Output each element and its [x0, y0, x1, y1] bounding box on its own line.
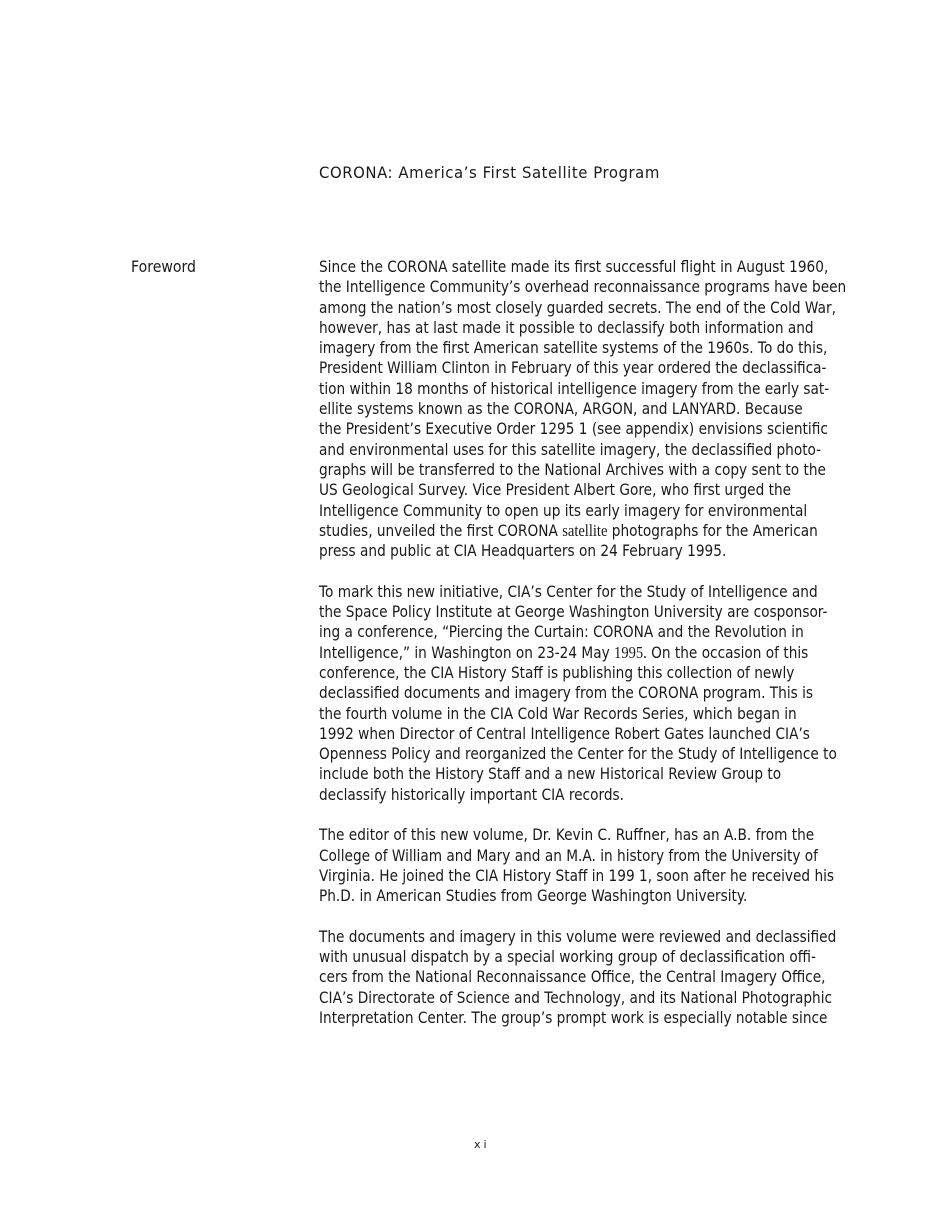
- text-line: CIA’s Directorate of Science and Technology, and its National Photographic: [319, 987, 833, 1007]
- text-line: To mark this new initiative, CIA’s Center for the Study of Intelligence and: [319, 581, 818, 601]
- text-line: [319, 642, 809, 663]
- section-label: Foreword: [131, 257, 196, 276]
- text-segment: photographs for the American: [607, 520, 818, 540]
- text-line: tion within 18 months of historical intelligence imagery from the early sat-: [319, 378, 830, 398]
- text-line: Intelligence Community to open up its early imagery for environmental: [319, 500, 808, 520]
- text-line: cers from the National Reconnaissance Office, the Central Imagery Office,: [319, 967, 826, 987]
- text-line: graphs will be transferred to the National Archives with a copy sent to the: [319, 459, 826, 479]
- text-segment: studies, unveiled the first CORONA: [319, 520, 563, 540]
- text-line: [319, 520, 818, 541]
- text-line: the Intelligence Community’s overhead reconnaissance programs have been: [319, 277, 847, 297]
- text-line: however, has at last made it possible to declassify both information and: [319, 317, 814, 337]
- text-line: Ph.D. in American Studies from George Washington University.: [319, 886, 748, 906]
- text-line: 1992 when Director of Central Intelligence Robert Gates launched CIA’s: [319, 723, 810, 743]
- text-line: the fourth volume in the CIA Cold War Records Series, which began in: [319, 703, 797, 723]
- text-segment: On the occasion of this: [646, 642, 809, 662]
- text-line: imagery from the first American satellite systems of the 1960s. To do this,: [319, 338, 828, 358]
- text-line: with unusual dispatch by a special working group of declassification offi-: [319, 947, 816, 967]
- serif-word: satellite: [562, 520, 608, 540]
- paragraph: [319, 257, 859, 561]
- paragraph: [319, 825, 859, 906]
- text-segment: Intelligence,” in Washington on 23-24 May: [319, 642, 615, 662]
- page-title: CORONA: America’s First Satellite Program: [319, 163, 660, 182]
- paragraph: [319, 582, 859, 805]
- serif-word: 1995.: [614, 642, 647, 662]
- text-line: President William Clinton in February of this year ordered the declassifica-: [319, 358, 827, 378]
- text-line: the Space Policy Institute at George Washington University are cosponsor-: [319, 602, 828, 622]
- text-line: Interpretation Center. The group’s prompt work is especially notable since: [319, 1007, 828, 1027]
- paragraph: [319, 927, 859, 1028]
- text-line: include both the History Staff and a new Historical Review Group to: [319, 764, 782, 784]
- page-number: xi: [474, 1138, 490, 1151]
- body-text: [319, 257, 859, 1049]
- text-line: and environmental uses for this satellite imagery, the declassified photo-: [319, 439, 822, 459]
- text-line: the President’s Executive Order 1295 1 (see appendix) envisions scientific: [319, 419, 828, 439]
- text-line: conference, the CIA History Staff is publishing this collection of newly: [319, 662, 795, 682]
- text-line: ing a conference, “Piercing the Curtain: CORONA and the Revolution in: [319, 622, 804, 642]
- text-line: The editor of this new volume, Dr. Kevin C. Ruffner, has an A.B. from the: [319, 825, 815, 845]
- text-line: among the nation’s most closely guarded secrets. The end of the Cold War,: [319, 297, 836, 317]
- text-line: press and public at CIA Headquarters on 24 February 1995.: [319, 541, 727, 561]
- text-line: Since the CORONA satellite made its first successful flight in August 1960,: [319, 257, 829, 276]
- text-line: declassified documents and imagery from the CORONA program. This is: [319, 683, 814, 703]
- text-line: US Geological Survey. Vice President Albert Gore, who first urged the: [319, 480, 792, 500]
- text-line: The documents and imagery in this volume were reviewed and declassified: [319, 926, 837, 946]
- text-line: ellite systems known as the CORONA, ARGON, and LANYARD. Because: [319, 399, 803, 419]
- text-line: declassify historically important CIA records.: [319, 784, 624, 804]
- text-line: Virginia. He joined the CIA History Staff in 199 1, soon after he received his: [319, 865, 835, 885]
- text-line: College of William and Mary and an M.A. in history from the University of: [319, 845, 818, 865]
- text-line: Openness Policy and reorganized the Center for the Study of Intelligence to: [319, 744, 837, 764]
